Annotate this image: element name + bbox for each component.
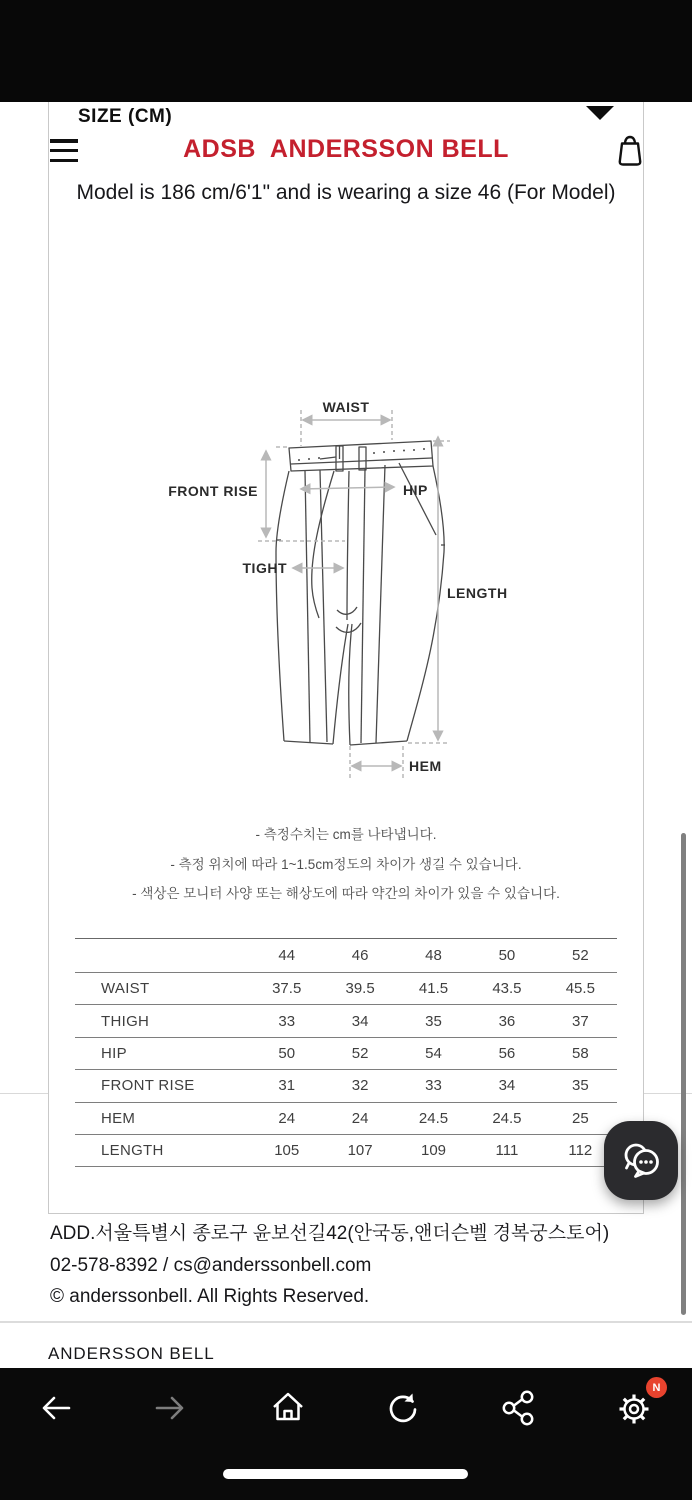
note-line: - 측정 위치에 따라 1~1.5cm정도의 차이가 생길 수 있습니다.: [170, 856, 522, 872]
size-value-cell: 34: [351, 1012, 369, 1030]
size-value-cell: 24.5: [418, 1109, 449, 1127]
size-row-label: WAIST: [101, 980, 150, 998]
front-rise-label: FRONT RISE: [168, 483, 258, 499]
hem-label: HEM: [409, 758, 442, 774]
size-value-cell: 24.5: [492, 1109, 522, 1127]
copyright-line: © anderssonbell. All Rights Reserved.: [50, 1286, 370, 1307]
size-column-header: 48: [425, 947, 442, 964]
size-panel-title: SIZE (CM): [78, 106, 173, 127]
footer-divider: [0, 1321, 692, 1323]
size-table-header-row: [75, 939, 617, 973]
footer-address-block: [50, 1218, 650, 1313]
size-value-cell: 33: [278, 1012, 296, 1030]
brand-logo[interactable]: ADSB ANDERSSON BELL: [183, 135, 509, 163]
size-value-cell: 107: [347, 1142, 373, 1160]
notification-badge: N: [646, 1377, 667, 1398]
size-value-cell: 43.5: [492, 980, 522, 998]
home-icon[interactable]: [268, 1388, 308, 1428]
size-row-label: HIP: [101, 1044, 127, 1062]
browser-nav-bar: [0, 1368, 692, 1500]
footer-brand-text: ANDERSSON BELL: [48, 1344, 215, 1363]
size-value-cell: 109: [421, 1142, 447, 1160]
home-indicator[interactable]: [223, 1469, 468, 1479]
size-value-cell: 112: [568, 1142, 593, 1160]
size-value-cell: 111: [495, 1142, 519, 1160]
waist-label: WAIST: [322, 399, 370, 415]
size-value-cell: 54: [425, 1044, 442, 1062]
size-value-cell: 37: [571, 1012, 589, 1030]
size-column-header: 50: [498, 947, 516, 964]
refresh-icon[interactable]: [383, 1388, 423, 1428]
size-row-label: THIGH: [101, 1012, 150, 1030]
chat-button[interactable]: [604, 1121, 678, 1200]
length-label: LENGTH: [447, 585, 508, 601]
measurement-notes: [0, 820, 692, 909]
size-row-label: LENGTH: [101, 1142, 164, 1160]
size-value-cell: 105: [274, 1142, 300, 1160]
size-table-row: [75, 1005, 617, 1037]
size-table-row: [75, 1135, 617, 1167]
contact-line: 02-578-8392 / cs@anderssonbell.com: [50, 1254, 372, 1276]
size-value-cell: 45.5: [565, 980, 595, 998]
size-value-cell: 35: [571, 1077, 589, 1095]
size-value-cell: 31: [278, 1077, 296, 1095]
size-value-cell: 36: [498, 1012, 516, 1030]
forward-icon[interactable]: [150, 1388, 190, 1428]
size-row-label: FRONT RISE: [101, 1077, 195, 1095]
size-value-cell: 39.5: [345, 980, 375, 998]
note-line: - 색상은 모니터 사양 또는 해상도에 따라 약간의 차이가 있을 수 있습니다.: [132, 886, 560, 901]
size-column-header: 46: [351, 947, 369, 964]
note-line: - 측정수치는 cm를 나타냅니다.: [255, 827, 437, 842]
size-value-cell: 52: [351, 1044, 369, 1062]
size-value-cell: 33: [425, 1077, 442, 1095]
hip-label: HIP: [403, 482, 428, 498]
collapse-triangle-icon[interactable]: [586, 106, 614, 120]
model-info-text: Model is 186 cm/6'1" and is wearing a size 46 (For Model): [76, 181, 616, 204]
size-column-header: 44: [278, 947, 296, 964]
size-value-cell: 41.5: [418, 980, 449, 998]
scrollbar[interactable]: [681, 833, 686, 1315]
address-line: ADD.서울특별시 종로구 윤보선길42(안국동,앤더슨벨 경복궁스토어): [50, 1223, 610, 1244]
share-icon[interactable]: [499, 1388, 539, 1428]
size-value-cell: 24: [278, 1109, 296, 1127]
pants-size-diagram: [160, 390, 540, 795]
chat-bubbles-icon: [618, 1138, 664, 1184]
size-value-cell: 24: [351, 1109, 369, 1127]
size-value-cell: 34: [498, 1077, 516, 1095]
shopping-bag-icon[interactable]: [616, 134, 644, 170]
back-icon[interactable]: [36, 1388, 76, 1428]
size-value-cell: 25: [571, 1109, 589, 1127]
size-table-row: [75, 1070, 617, 1102]
size-table-row: [75, 973, 617, 1005]
size-value-cell: 37.5: [272, 980, 302, 998]
size-value-cell: 50: [278, 1044, 296, 1062]
size-value-cell: 32: [351, 1077, 369, 1095]
size-value-cell: 58: [571, 1044, 589, 1062]
size-row-label: HEM: [101, 1109, 136, 1127]
size-value-cell: 35: [425, 1012, 442, 1030]
thigh-label: TIGHT: [242, 560, 287, 576]
status-bar: [0, 0, 692, 102]
size-column-header: 52: [571, 947, 589, 964]
size-table: [75, 938, 617, 1167]
measure-arrows: [258, 410, 450, 778]
size-value-cell: 56: [498, 1044, 516, 1062]
size-table-row: [75, 1038, 617, 1070]
size-table-row: [75, 1103, 617, 1135]
